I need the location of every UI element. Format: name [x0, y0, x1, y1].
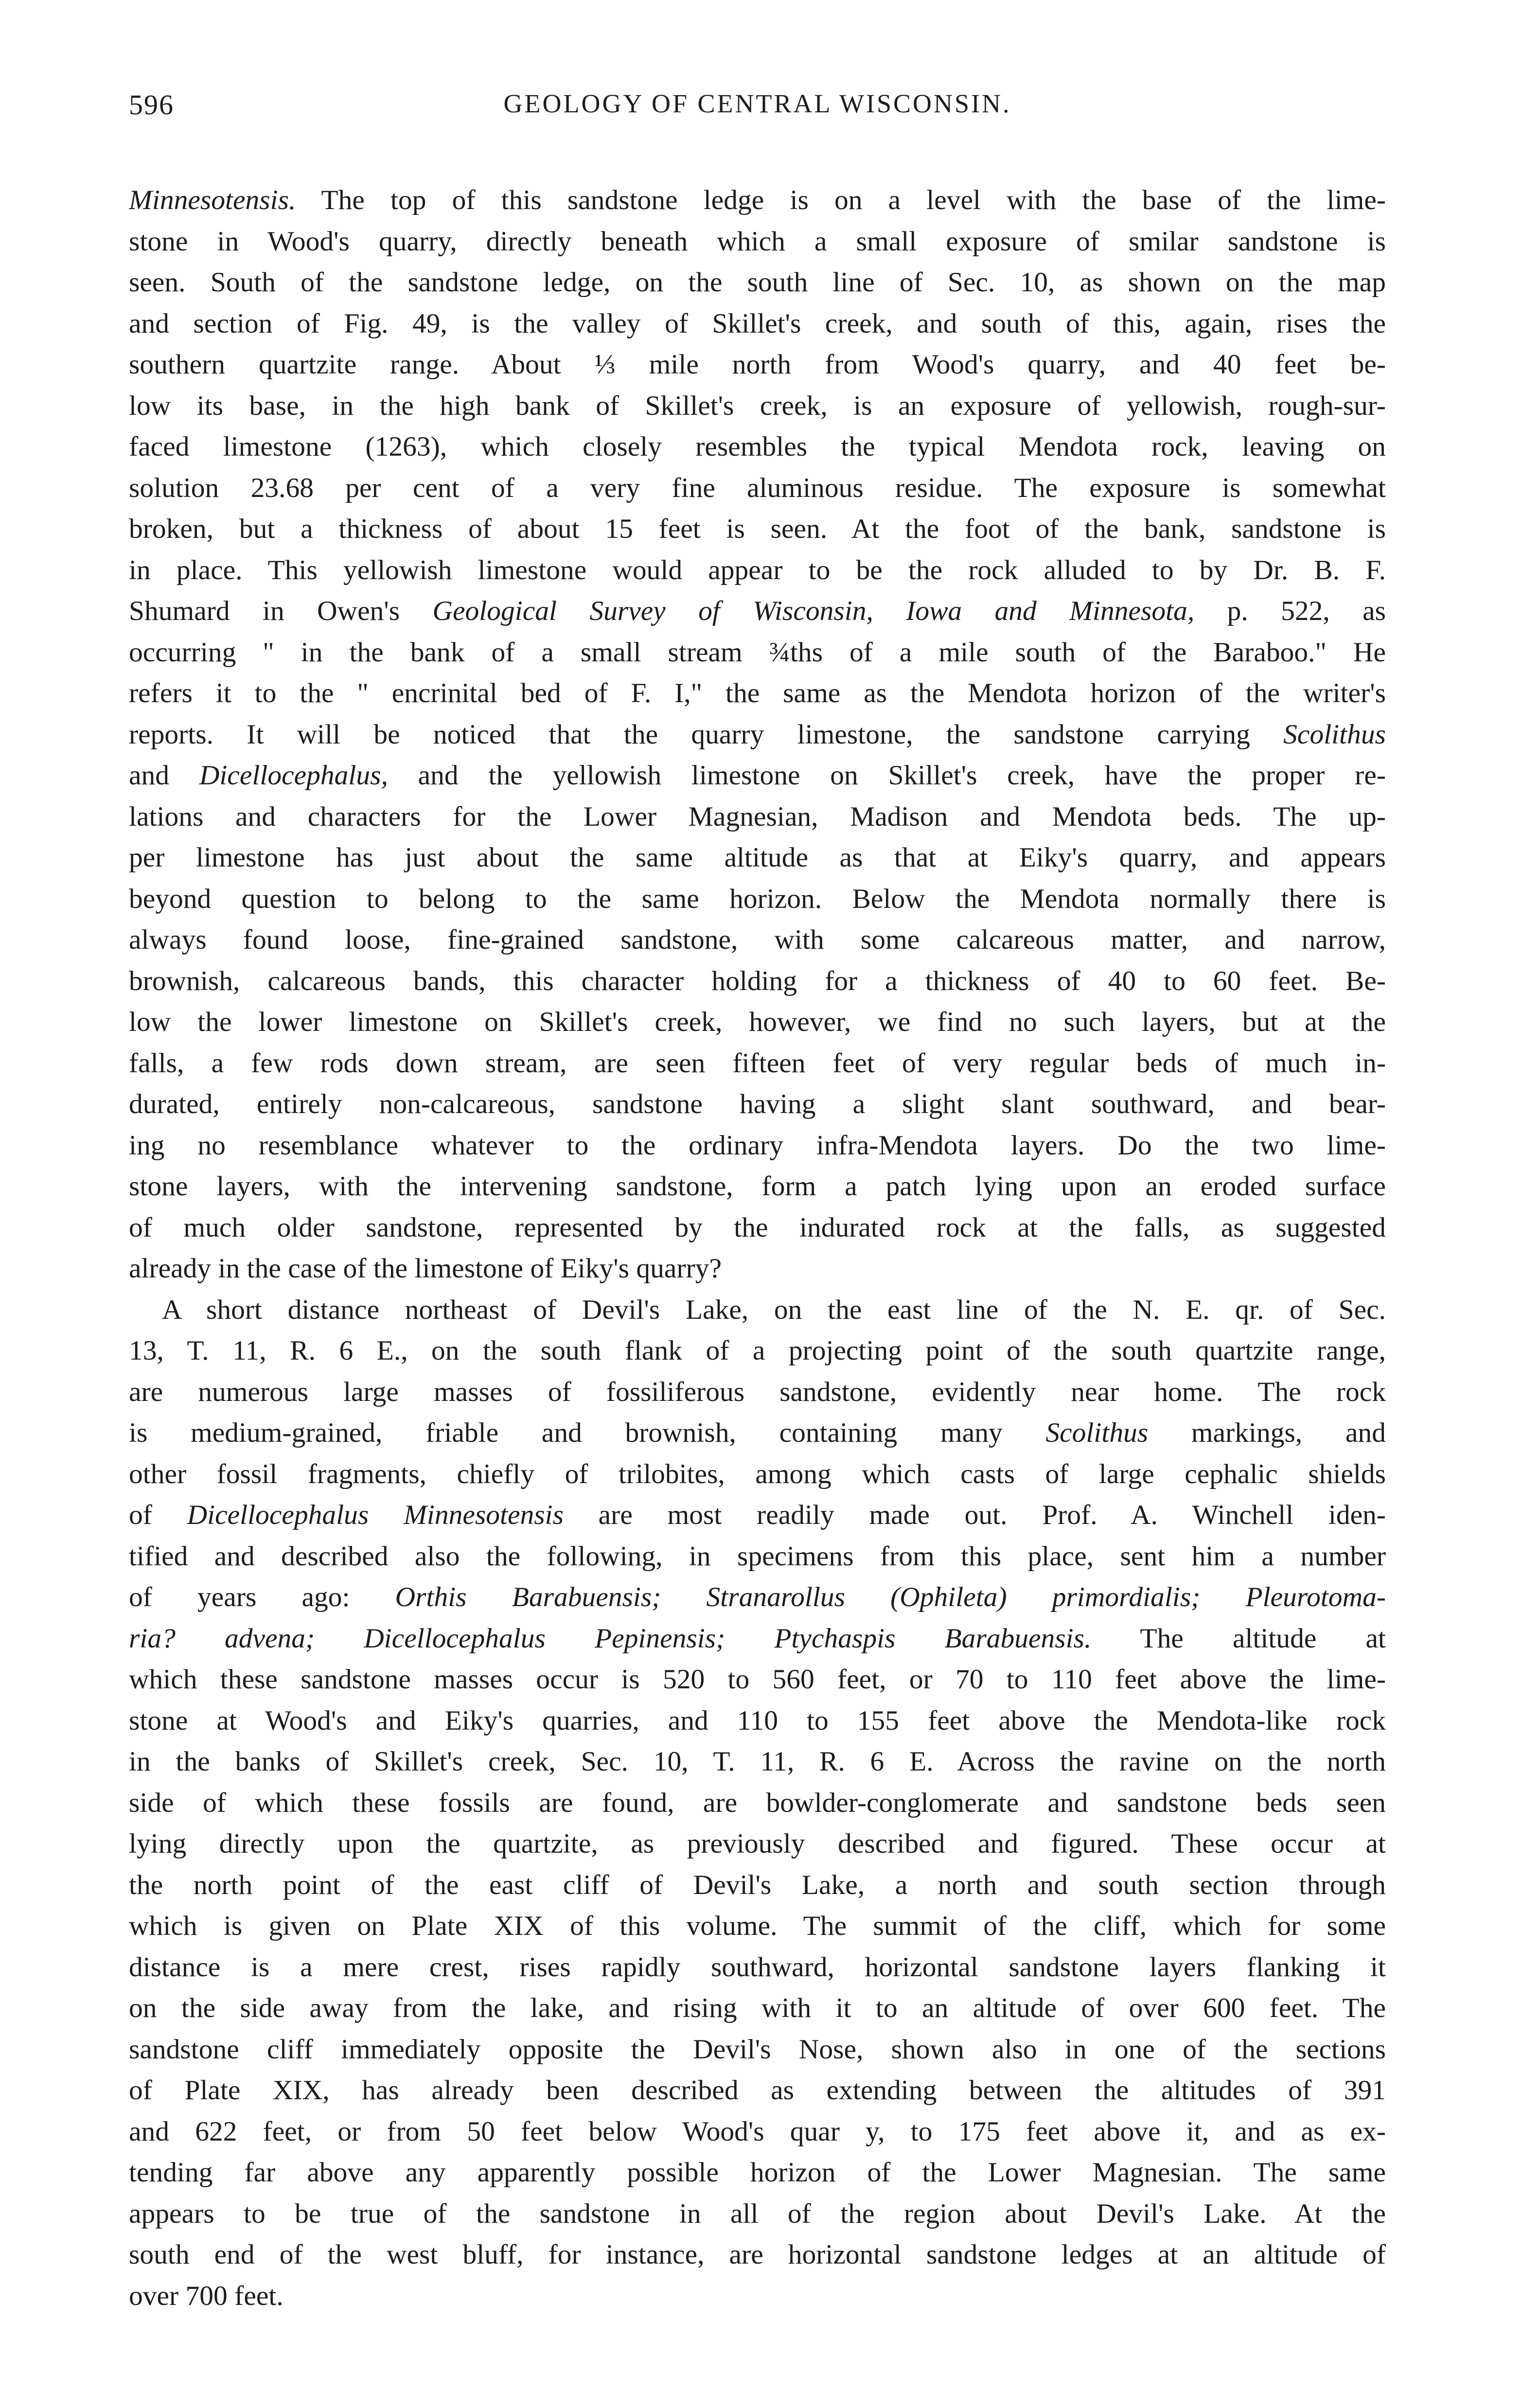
text-segment: of Plate XIX, has already been described as extending between the altitudes of 391	[129, 2075, 1386, 2106]
text-line	[129, 1700, 1386, 1742]
text-segment: of much older sandstone, represented by the indurated rock at the falls, as suggested	[129, 1212, 1386, 1243]
text-line	[129, 1248, 1386, 1290]
text-segment: reports. It will be noticed that the quarry limestone, the sandstone carrying	[129, 719, 1284, 750]
text-line	[129, 262, 1386, 303]
text-segment: 13, T. 11, R. 6 E., on the south flank of a projecting point of the south quartzite range,	[129, 1335, 1386, 1366]
text-segment: low the lower limestone on Skillet's creek, however, we find no such layers, but at the	[129, 1007, 1386, 1037]
text-line	[129, 1783, 1386, 1824]
text-line	[129, 1906, 1386, 1947]
text-segment: are most readily made out. Prof. A. Winchell iden-	[563, 1500, 1386, 1530]
text-segment: of years ago:	[129, 1582, 395, 1612]
text-line	[129, 468, 1386, 509]
text-line	[129, 1495, 1386, 1536]
italic-text: Dicellocephalus,	[199, 760, 388, 791]
text-segment: and section of Fig. 49, is the valley of Skillet's creek, and south of this, again, rises the	[129, 308, 1386, 339]
text-line	[129, 1413, 1386, 1454]
text-segment: A short distance northeast of Devil's Lake, on the east line of the N. E. qr. of Sec.	[162, 1294, 1386, 1325]
text-segment: refers it to the " encrinital bed of F. I," the same as the Mendota horizon of the writer's	[129, 678, 1386, 708]
text-segment: sandstone cliff immediately opposite the Devil's Nose, shown also in one of the sections	[129, 2034, 1386, 2065]
text-segment: lying directly upon the quartzite, as previously described and figured. These occur at	[129, 1828, 1386, 1859]
text-line	[129, 714, 1386, 756]
text-line	[129, 961, 1386, 1002]
text-segment: beyond question to belong to the same horizon. Below the Mendota normally there is	[129, 883, 1386, 914]
italic-text: Dicellocephalus Minnesotensis	[187, 1500, 564, 1530]
text-line	[129, 1947, 1386, 1988]
text-segment: Shumard in Owen's	[129, 596, 433, 626]
text-line	[129, 1084, 1386, 1125]
page-number: 596	[129, 89, 174, 121]
text-line	[129, 1002, 1386, 1043]
text-segment: low its base, in the high bank of Skillet's creek, is an exposure of yellowish, rough-sur-	[129, 390, 1386, 421]
text-segment: per limestone has just about the same altitude as that at Eiky's quarry, and appears	[129, 842, 1386, 873]
text-line	[129, 2194, 1386, 2235]
text-segment: The altitude at	[1091, 1623, 1386, 1654]
text-segment: and	[129, 760, 199, 791]
text-segment: appears to be true of the sandstone in all of the region about Devil's Lake. At the	[129, 2198, 1386, 2229]
text-segment: in the banks of Skillet's creek, Sec. 10, T. 11, R. 6 E. Across the ravine on the north	[129, 1746, 1386, 1777]
italic-text: Scolithus	[1283, 719, 1386, 750]
text-segment: falls, a few rods down stream, are seen fifteen feet of very regular beds of much in-	[129, 1047, 1386, 1079]
text-line	[129, 1166, 1386, 1207]
text-segment: brownish, calcareous bands, this character holding for a thickness of 40 to 60 feet. Be-	[129, 965, 1386, 996]
running-title: GEOLOGY OF CENTRAL WISCONSIN.	[503, 89, 1011, 118]
text-line	[129, 879, 1386, 920]
text-segment: which is given on Plate XIX of this volume. The summit of the cliff, which for some	[129, 1911, 1386, 1941]
text-line	[129, 1988, 1386, 2029]
text-segment: on the side away from the lake, and rising with it to an altitude of over 600 feet. The	[129, 1993, 1386, 2023]
text-line	[129, 2070, 1386, 2111]
text-segment: of	[129, 1500, 187, 1530]
text-line	[129, 673, 1386, 714]
text-segment: faced limestone (1263), which closely resembles the typical Mendota rock, leaving on	[129, 431, 1386, 462]
text-line	[129, 2276, 1386, 2317]
text-line	[129, 1290, 1386, 1331]
text-line	[129, 1536, 1386, 1577]
text-segment: solution 23.68 per cent of a very fine aluminous residue. The exposure is somewhat	[129, 472, 1386, 503]
text-line	[129, 1741, 1386, 1783]
text-segment: southern quartzite range. About ⅓ mile north from Wood's quarry, and 40 feet be-	[129, 349, 1386, 380]
text-segment: already in the case of the limestone of Eiky's quarry?	[129, 1253, 722, 1284]
italic-text: ria? advena; Dicellocephalus Pepinensis; Ptychaspis Barabuensis.	[129, 1623, 1092, 1654]
text-line	[129, 221, 1386, 263]
text-line	[129, 591, 1386, 632]
text-segment: seen. South of the sandstone ledge, on the south line of Sec. 10, as shown on the map	[129, 267, 1386, 298]
text-segment: durated, entirely non-calcareous, sandstone having a slight slant southward, and bear-	[129, 1089, 1386, 1119]
text-segment: which these sandstone masses occur is 520 to 560 feet, or 70 to 110 feet above the lime-	[129, 1664, 1386, 1695]
text-line	[129, 550, 1386, 591]
text-segment: lations and characters for the Lower Magnesian, Madison and Mendota beds. The up-	[129, 801, 1386, 832]
text-segment: are numerous large masses of fossiliferous sandstone, evidently near home. The rock	[129, 1376, 1386, 1407]
text-line	[129, 1824, 1386, 1865]
text-segment: other fossil fragments, chiefly of trilobites, among which casts of large cephalic shields	[129, 1458, 1386, 1489]
text-line	[129, 632, 1386, 673]
italic-text: Scolithus	[1045, 1417, 1149, 1448]
text-line	[129, 1043, 1386, 1084]
italic-text: Geological Survey of Wisconsin, Iowa and Minnesota,	[432, 596, 1195, 626]
text-line	[129, 2029, 1386, 2071]
text-segment: tified and described also the following, in specimens from this place, sent him a number	[129, 1540, 1386, 1572]
text-line	[129, 180, 1386, 221]
text-segment: stone in Wood's quarry, directly beneath which a small exposure of smilar sandstone is	[129, 226, 1386, 257]
text-line	[129, 837, 1386, 879]
text-segment: the north point of the east cliff of Devil's Lake, a north and south section through	[129, 1869, 1386, 1900]
text-line	[129, 303, 1386, 345]
page-header	[129, 89, 1386, 132]
text-line	[129, 1207, 1386, 1249]
text-line	[129, 1577, 1386, 1618]
text-line	[129, 920, 1386, 961]
text-segment: is medium-grained, friable and brownish, containing many	[129, 1417, 1046, 1448]
text-segment: distance is a mere crest, rises rapidly southward, horizontal sandstone layers flanking it	[129, 1951, 1386, 1983]
text-segment: south end of the west bluff, for instance, are horizontal sandstone ledges at an altitude of	[129, 2239, 1386, 2270]
text-line	[129, 1659, 1386, 1700]
text-line	[129, 1372, 1386, 1413]
text-segment: markings, and	[1148, 1417, 1386, 1448]
text-segment: occurring " in the bank of a small stream ¾ths of a mile south of the Baraboo." He	[129, 637, 1386, 668]
text-line	[129, 2111, 1386, 2153]
text-line	[129, 2234, 1386, 2276]
text-line	[129, 344, 1386, 386]
italic-text: Minnesotensis.	[129, 185, 296, 215]
text-segment: and 622 feet, or from 50 feet below Wood's quar y, to 175 feet above it, and as ex-	[129, 2116, 1386, 2147]
text-segment: broken, but a thickness of about 15 feet is seen. At the foot of the bank, sandstone is	[129, 513, 1386, 544]
text-line	[129, 1330, 1386, 1372]
text-segment: stone at Wood's and Eiky's quarries, and 110 to 155 feet above the Mendota-like rock	[129, 1705, 1386, 1736]
text-segment: in place. This yellowish limestone would appear to be the rock alluded to by Dr. B. F.	[129, 554, 1386, 585]
text-line	[129, 755, 1386, 797]
text-segment: stone layers, with the intervening sandstone, form a patch lying upon an eroded surface	[129, 1171, 1386, 1202]
body-text	[129, 180, 1386, 2317]
text-line	[129, 509, 1386, 550]
text-line	[129, 1865, 1386, 1906]
text-line	[129, 426, 1386, 468]
text-segment: tending far above any apparently possible horizon of the Lower Magnesian. The same	[129, 2157, 1386, 2188]
text-segment: and the yellowish limestone on Skillet's creek, have the proper re-	[388, 760, 1386, 791]
text-line	[129, 1125, 1386, 1167]
text-line	[129, 1454, 1386, 1495]
text-segment: always found loose, fine-grained sandstone, with some calcareous matter, and narrow,	[129, 924, 1386, 955]
text-line	[129, 2152, 1386, 2194]
text-segment: side of which these fossils are found, are bowlder-conglomerate and sandstone beds seen	[129, 1787, 1386, 1818]
text-segment: over 700 feet.	[129, 2280, 283, 2311]
italic-text: Orthis Barabuensis; Stranarollus (Ophileta) primordialis; Pleurotoma-	[395, 1582, 1386, 1612]
text-line	[129, 386, 1386, 427]
text-segment: ing no resemblance whatever to the ordinary infra-Mendota layers. Do the two lime-	[129, 1130, 1386, 1161]
text-segment: The top of this sandstone ledge is on a level with the base of the lime-	[296, 185, 1386, 215]
text-line	[129, 797, 1386, 838]
text-line	[129, 1618, 1386, 1660]
text-segment: p. 522, as	[1194, 596, 1386, 626]
